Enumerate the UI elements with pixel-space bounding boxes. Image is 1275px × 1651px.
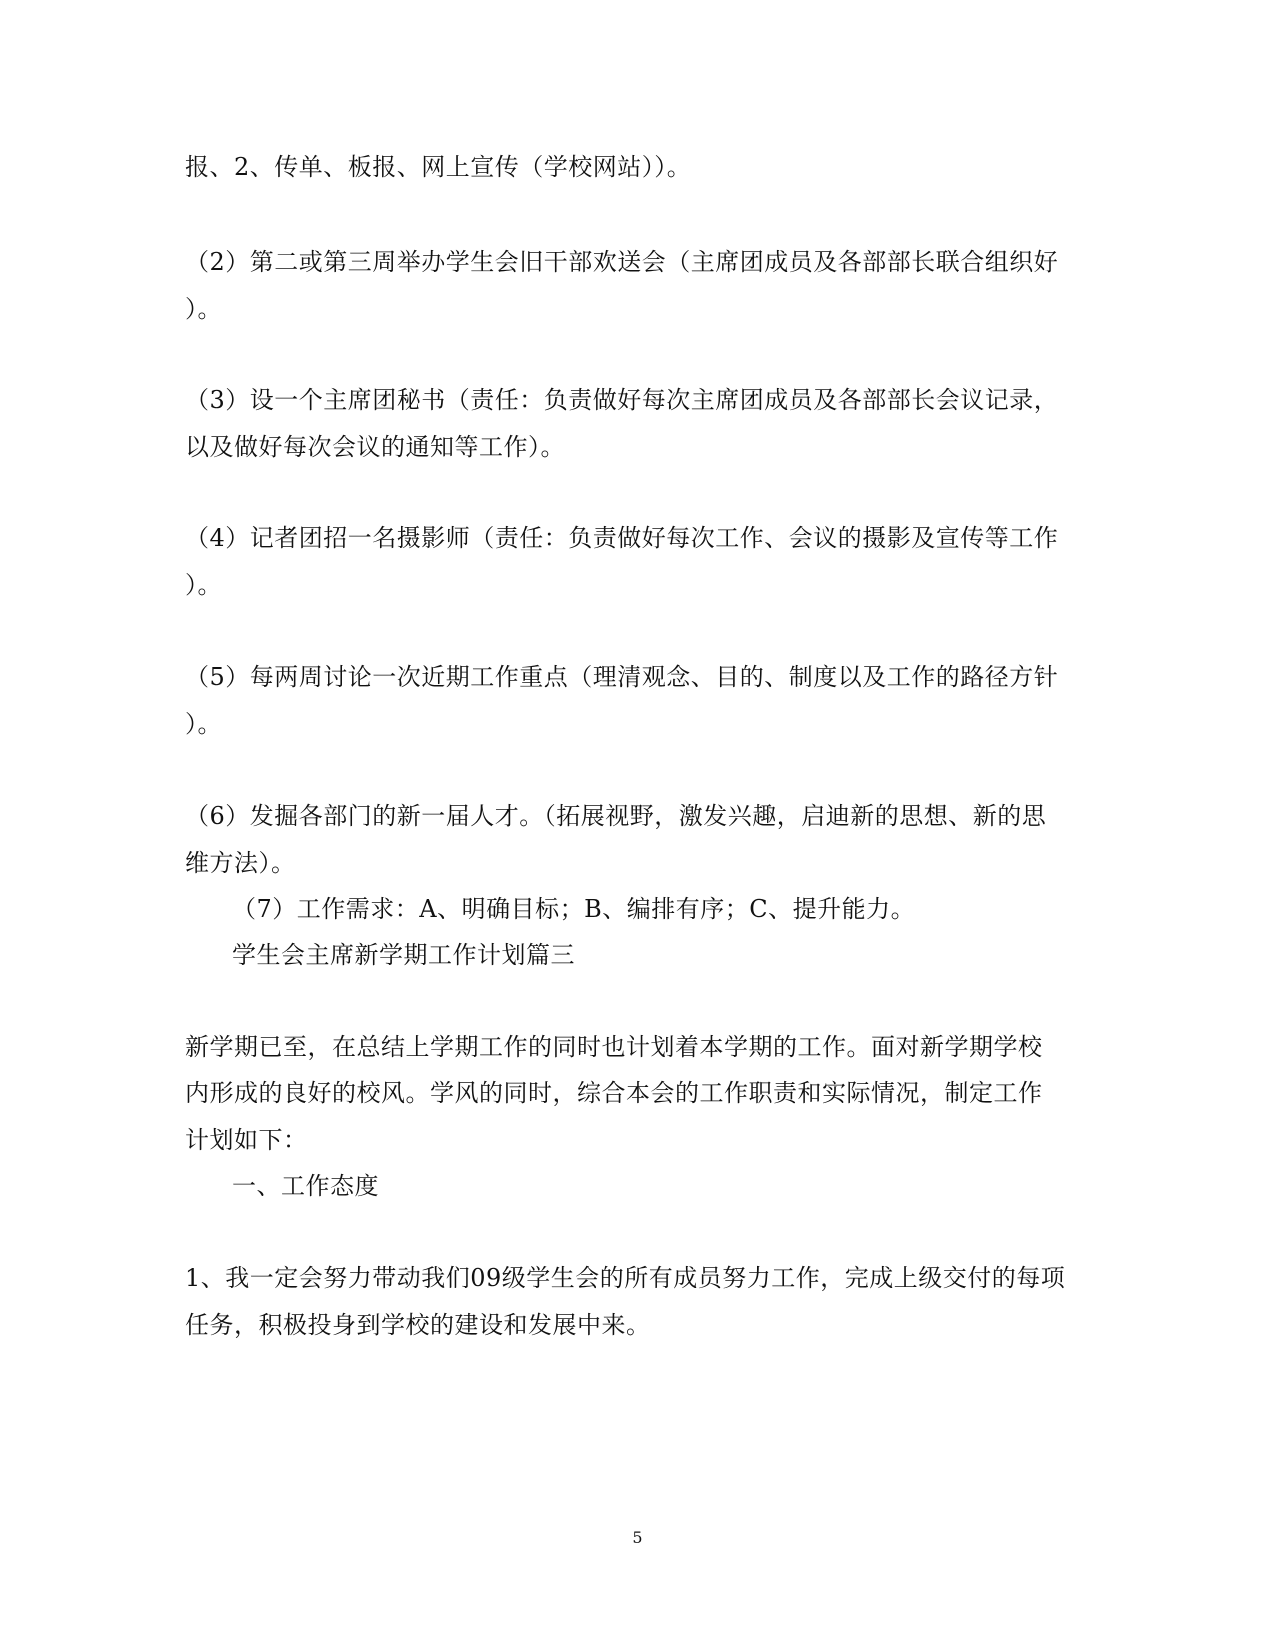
text-line: 计划如下： — [185, 1126, 308, 1154]
text-line: 1、我一定会努力带动我们09级学生会的所有成员努力工作，完成上级交付的每项 — [185, 1264, 1066, 1292]
text-line: （4）记者团招一名摄影师（责任：负责做好每次工作、会议的摄影及宣传等工作 — [185, 524, 1059, 552]
text-line: （3）设一个主席团秘书（责任：负责做好每次主席团成员及各部部长会议记录， — [185, 386, 1059, 414]
text-line: 新学期已至，在总结上学期工作的同时也计划着本学期的工作。面对新学期学校 — [185, 1033, 1043, 1061]
text-line: ）。 — [185, 571, 222, 599]
text-line: 以及做好每次会议的通知等工作）。 — [185, 433, 565, 461]
text-line: ）。 — [185, 295, 222, 323]
text-line: 内形成的良好的校风。学风的同时，综合本会的工作职责和实际情况，制定工作 — [185, 1079, 1043, 1107]
text-line: （5）每两周讨论一次近期工作重点（理清观念、目的、制度以及工作的路径方针 — [185, 663, 1059, 691]
text-line: （7）工作需求：A、明确目标；B、编排有序；C、提升能力。 — [232, 895, 916, 923]
subsection-heading: 一、工作态度 — [232, 1172, 379, 1200]
text-line: （6）发掘各部门的新一届人才。（拓展视野，激发兴趣，启迪新的思想、新的思 — [185, 802, 1047, 830]
text-line: 报、2、传单、板报、网上宣传（学校网站））。 — [185, 153, 692, 181]
text-line: 任务，积极投身到学校的建设和发展中来。 — [185, 1311, 651, 1339]
page-number: 5 — [632, 1528, 643, 1547]
text-line: 维方法）。 — [185, 849, 296, 877]
section-heading: 学生会主席新学期工作计划篇三 — [232, 941, 575, 969]
text-line: ）。 — [185, 710, 222, 738]
text-line: （2）第二或第三周举办学生会旧干部欢送会（主席团成员及各部部长联合组织好 — [185, 248, 1059, 276]
